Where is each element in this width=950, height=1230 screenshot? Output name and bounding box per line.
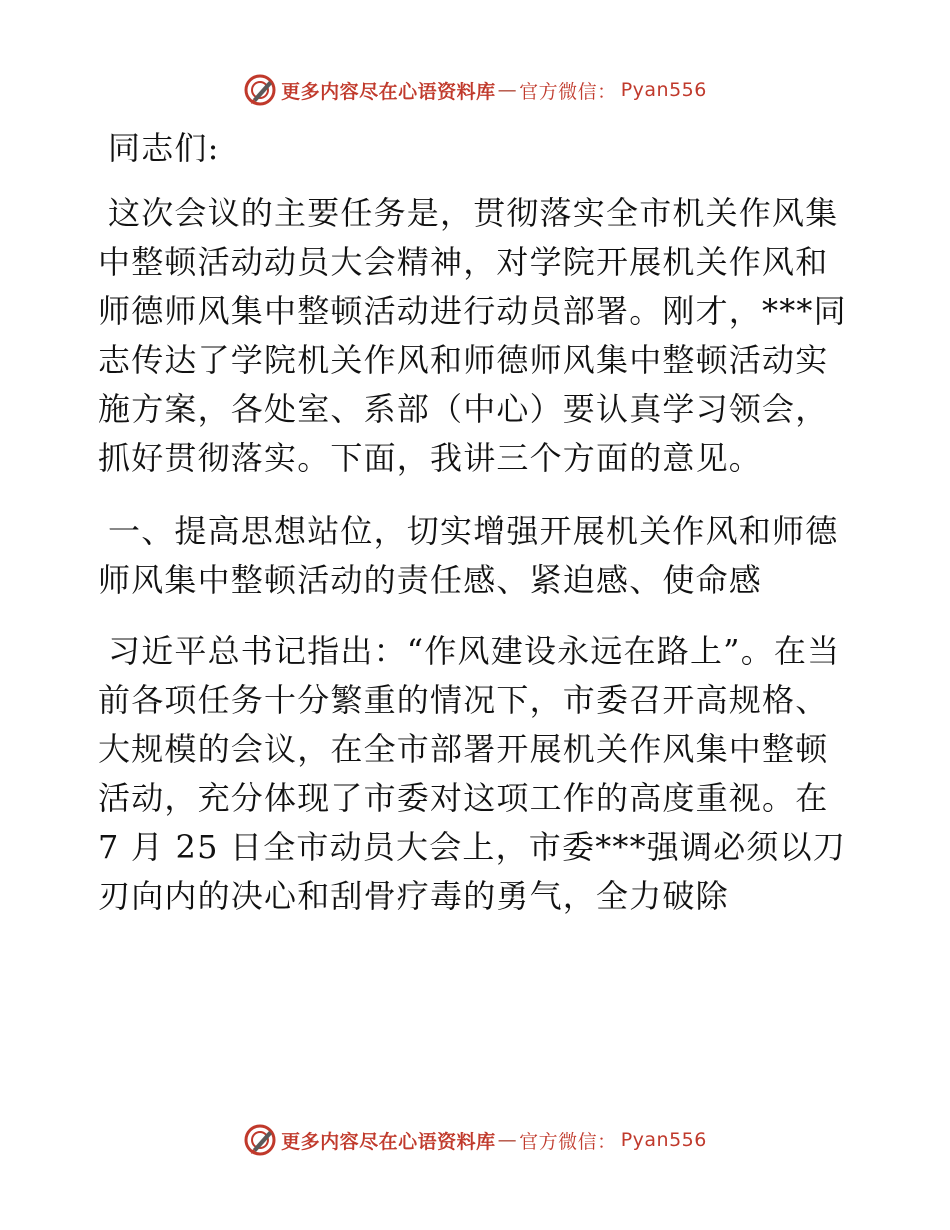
paragraph-intro: 这次会议的主要任务是，贯彻落实全市机关作风集中整顿活动动员大会精神，对学院开展机关作风和师德师风集中整顿活动进行动员部署。刚才，***同志传达了学院机关作风和师德师风集中整顿活动实施方案，各处室、系部（中心）要认真学习领会，抓好贯彻落实。下面，我讲三个方面的意见。 bbox=[98, 194, 847, 477]
wechat-id: Pyan556 bbox=[620, 1129, 707, 1151]
pen-logo-icon bbox=[243, 1123, 277, 1157]
separator-dash: — bbox=[497, 79, 518, 101]
footer-watermark-banner bbox=[0, 1120, 950, 1160]
header-watermark-banner bbox=[0, 70, 950, 110]
paragraph-body: 习近平总书记指出：“作风建设永远在路上”。在当前各项任务十分繁重的情况下，市委召开高规格、大规模的会议，在全市部署开展机关作风集中整顿活动，充分体现了市委对这项工作的高度重视。在 7 月 25 日全市动员大会上，市委***强调必须以刀刃向内的决心和刮骨疗毒的勇气，全力破除 bbox=[98, 632, 846, 915]
section-heading-1: 一、提高思想站位，切实增强开展机关作风和师德师风集中整顿活动的责任感、紧迫感、使命感 bbox=[98, 512, 839, 599]
wechat-label: 官方微信： bbox=[519, 80, 617, 103]
wechat-id: Pyan556 bbox=[620, 79, 707, 101]
separator-dash: — bbox=[497, 1129, 518, 1151]
document-body bbox=[98, 124, 852, 921]
brand-text: 更多内容尽在心语资料库 bbox=[281, 80, 496, 103]
salutation: 同志们: bbox=[108, 129, 220, 167]
wechat-label: 官方微信： bbox=[519, 1130, 617, 1153]
brand-text: 更多内容尽在心语资料库 bbox=[281, 1130, 496, 1153]
pen-logo-icon bbox=[243, 73, 277, 107]
